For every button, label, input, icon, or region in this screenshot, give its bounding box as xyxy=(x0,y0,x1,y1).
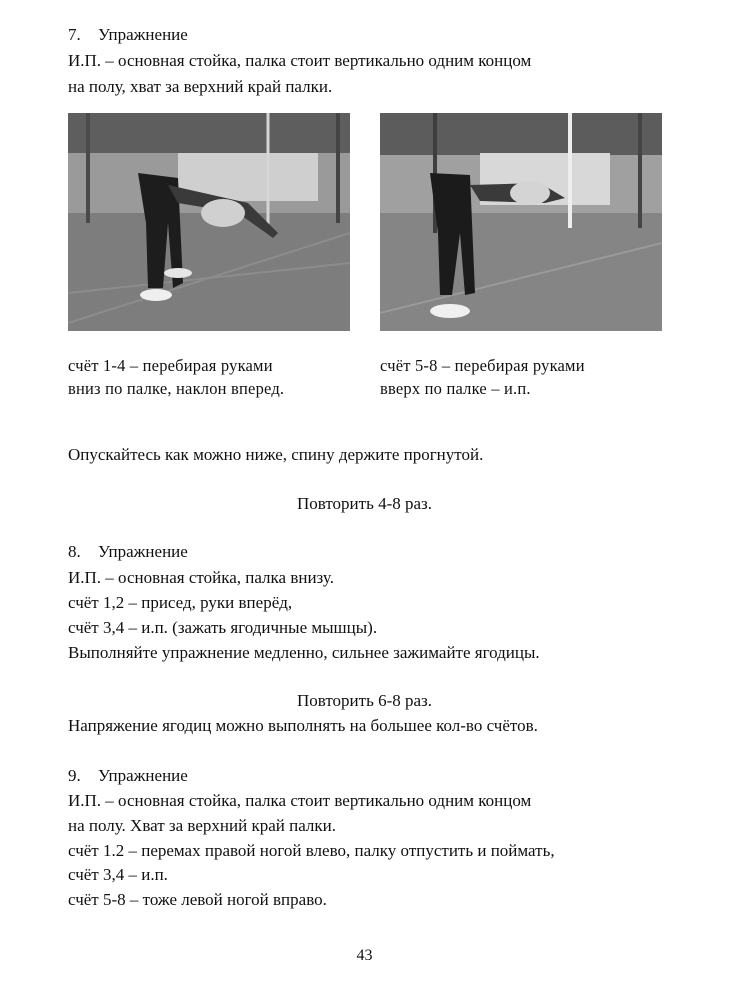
exercise-8-title: Упражнение xyxy=(98,542,188,561)
exercise-8-note: Напряжение ягодиц можно выполнять на большее кол-во счётов. xyxy=(68,716,538,735)
exercise-9-line-3: счёт 1.2 – перемах правой ногой влево, палку отпустить и поймать, xyxy=(68,841,555,860)
exercise-9-line-2: на полу. Хват за верхний край палки. xyxy=(68,816,336,835)
exercise-9-heading xyxy=(68,765,188,787)
exercise-9-line-4: счёт 3,4 – и.п. xyxy=(68,865,168,884)
exercise-8-repeat: Повторить 6-8 раз. xyxy=(296,691,433,710)
exercise-7-title: Упражнение xyxy=(98,25,188,44)
exercise-8-line-2: счёт 1,2 – присед, руки вперёд, xyxy=(68,593,293,612)
caption-left-line-2: вниз по палке, наклон вперед. xyxy=(68,379,285,398)
page-number: 43 xyxy=(356,947,373,964)
caption-right-line-2: вверх по палке – и.п. xyxy=(380,379,531,398)
exercise-7-heading xyxy=(68,24,188,46)
exercise-8-heading xyxy=(68,541,188,563)
caption-right xyxy=(380,354,585,400)
caption-left xyxy=(68,354,284,400)
exercise-9-title: Упражнение xyxy=(98,766,188,785)
exercise-7-repeat: Повторить 4-8 раз. xyxy=(296,494,433,513)
caption-right-line-1: счёт 5-8 – перебирая руками xyxy=(380,356,585,375)
exercise-8-line-4: Выполняйте упражнение медленно, сильнее зажимайте ягодицы. xyxy=(68,643,540,662)
photo-stand-up xyxy=(380,113,662,331)
exercise-7-number: 7. xyxy=(68,25,81,44)
exercise-8-line-1: И.П. – основная стойка, палка внизу. xyxy=(68,568,334,587)
photo-bend-forward xyxy=(68,113,350,331)
exercise-7-note: Опускайтесь как можно ниже, спину держите прогнутой. xyxy=(68,445,484,464)
exercise-9-number: 9. xyxy=(68,766,81,785)
exercise-7-line-1: И.П. – основная стойка, палка стоит вертикально одним концом xyxy=(68,51,532,70)
exercise-9-line-1: И.П. – основная стойка, палка стоит вертикально одним концом xyxy=(68,791,532,810)
caption-left-line-1: счёт 1-4 – перебирая руками xyxy=(68,356,273,375)
exercise-9-line-5: счёт 5-8 – тоже левой ногой вправо. xyxy=(68,890,327,909)
exercise-8-line-3: счёт 3,4 – и.п. (зажать ягодичные мышцы). xyxy=(68,618,378,637)
exercise-8-number: 8. xyxy=(68,542,81,561)
exercise-7-line-2: на полу, хват за верхний край палки. xyxy=(68,77,333,96)
